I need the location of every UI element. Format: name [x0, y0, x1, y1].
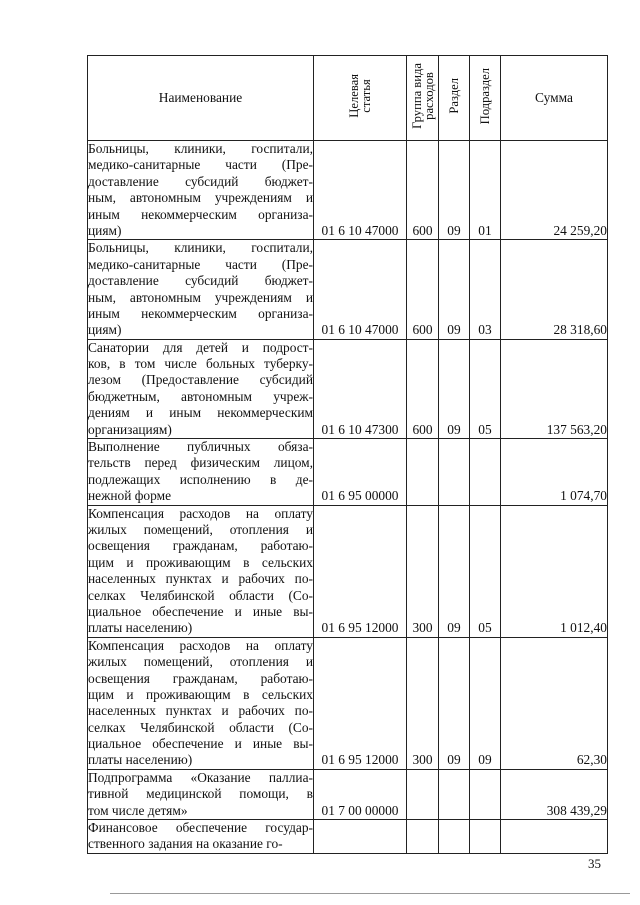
- row-group: [407, 820, 439, 854]
- table-row: [88, 820, 608, 854]
- row-section: 09: [439, 141, 470, 240]
- row-sum: 28 318,60: [501, 240, 608, 339]
- row-name: [88, 339, 314, 438]
- row-sum: [501, 820, 608, 854]
- row-group: [407, 439, 439, 506]
- header-section: Раздел: [439, 56, 470, 141]
- row-name-line: населенных пунктах и рабочих по-: [88, 703, 313, 719]
- row-name-line: медико-санитарные части (Пре-: [88, 157, 313, 173]
- row-section: 09: [439, 339, 470, 438]
- row-name-line: щим и проживающим в сельских: [88, 686, 313, 702]
- row-name-line: доставление субсидий бюджет-: [88, 273, 313, 289]
- row-target: 01 6 95 12000: [314, 637, 407, 769]
- table-row: [88, 637, 608, 769]
- row-section: 09: [439, 637, 470, 769]
- row-target: 01 6 95 12000: [314, 505, 407, 637]
- row-name-line: лезом (Предоставление субсидий: [88, 372, 313, 388]
- budget-table: [87, 55, 608, 854]
- row-name-line: Санатории для детей и подрост-: [88, 339, 313, 355]
- row-name-line: Финансовое обеспечение государ-: [88, 820, 313, 836]
- row-sum: 137 563,20: [501, 339, 608, 438]
- row-sum: 1 012,40: [501, 505, 608, 637]
- row-name-line: циям): [88, 222, 122, 238]
- row-section: 09: [439, 240, 470, 339]
- row-name: [88, 820, 314, 854]
- row-name-line: селках Челябинской области (Со-: [88, 719, 313, 735]
- row-section: 09: [439, 505, 470, 637]
- row-subsection: 05: [470, 339, 501, 438]
- row-name-line: Выполнение публичных обяза-: [88, 439, 313, 455]
- row-name-line: медико-санитарные части (Пре-: [88, 256, 313, 272]
- table-row: [88, 240, 608, 339]
- row-subsection: 05: [470, 505, 501, 637]
- row-name-line: платы населению): [88, 752, 193, 768]
- row-subsection: [470, 820, 501, 854]
- row-group: 300: [407, 505, 439, 637]
- header-target: Целевая статья: [314, 56, 407, 141]
- row-section: [439, 769, 470, 819]
- row-name-line: циальное обеспечение и иные вы-: [88, 603, 313, 619]
- row-group: [407, 769, 439, 819]
- row-subsection: 09: [470, 637, 501, 769]
- table-row: [88, 439, 608, 506]
- row-name-line: жилых помещений, отопления и: [88, 654, 313, 670]
- row-name-line: Компенсация расходов на оплату: [88, 505, 313, 521]
- row-section: [439, 820, 470, 854]
- row-subsection: 01: [470, 141, 501, 240]
- header-name: Наименование: [88, 56, 314, 141]
- row-subsection: [470, 439, 501, 506]
- row-name-line: Компенсация расходов на оплату: [88, 637, 313, 653]
- row-target: 01 6 10 47000: [314, 240, 407, 339]
- row-name: [88, 240, 314, 339]
- row-name-line: Подпрограмма «Оказание паллиа-: [88, 769, 313, 785]
- row-name-line: освещения гражданам, работаю-: [88, 670, 313, 686]
- row-sum: 62,30: [501, 637, 608, 769]
- row-sum: 24 259,20: [501, 141, 608, 240]
- row-name-line: подлежащих исполнению в де-: [88, 471, 313, 487]
- row-name-line: освещения гражданам, работаю-: [88, 538, 313, 554]
- row-target: 01 7 00 00000: [314, 769, 407, 819]
- row-sum: 308 439,29: [501, 769, 608, 819]
- row-name: [88, 141, 314, 240]
- table-header-row: [88, 56, 608, 141]
- row-name-line: доставление субсидий бюджет-: [88, 173, 313, 189]
- row-name-line: населенных пунктах и рабочих по-: [88, 571, 313, 587]
- row-name-line: жилых помещений, отопления и: [88, 521, 313, 537]
- table-row: [88, 141, 608, 240]
- row-name-line: иным некоммерческим организа-: [88, 206, 313, 222]
- row-name-line: организациям): [88, 421, 172, 437]
- row-group: 600: [407, 141, 439, 240]
- row-name-line: тельств перед физическим лицом,: [88, 455, 313, 471]
- row-name: [88, 439, 314, 506]
- row-group: 600: [407, 339, 439, 438]
- row-name-line: Больницы, клиники, госпитали,: [88, 141, 313, 156]
- row-name-line: селках Челябинской области (Со-: [88, 587, 313, 603]
- row-name-line: тивной медицинской помощи, в: [88, 786, 313, 802]
- row-name-line: Больницы, клиники, госпитали,: [88, 240, 313, 256]
- row-subsection: 03: [470, 240, 501, 339]
- header-group: Группа вида расходов: [407, 56, 439, 141]
- table-row: [88, 339, 608, 438]
- row-name-line: щим и проживающим в сельских: [88, 554, 313, 570]
- row-target: 01 6 10 47300: [314, 339, 407, 438]
- row-name-line: платы населению): [88, 620, 193, 636]
- row-name-line: том числе детям»: [88, 802, 188, 818]
- row-target: [314, 820, 407, 854]
- row-target: 01 6 95 00000: [314, 439, 407, 506]
- row-name-line: ным, автономным учреждениям и: [88, 289, 313, 305]
- row-name-line: ным, автономным учреждениям и: [88, 190, 313, 206]
- row-name-line: циям): [88, 322, 122, 338]
- header-subsection: Подраздел: [470, 56, 501, 141]
- row-name-line: циальное обеспечение и иные вы-: [88, 736, 313, 752]
- row-group: 300: [407, 637, 439, 769]
- row-sum: 1 074,70: [501, 439, 608, 506]
- header-sum: Сумма: [501, 56, 608, 141]
- row-name: [88, 769, 314, 819]
- table-row: [88, 769, 608, 819]
- row-name-line: иным некоммерческим организа-: [88, 305, 313, 321]
- row-group: 600: [407, 240, 439, 339]
- row-name-line: ственного задания на оказание го-: [88, 836, 283, 852]
- page-number: 35: [588, 856, 601, 871]
- row-name-line: ков, в том числе больных туберку-: [88, 356, 313, 372]
- row-target: 01 6 10 47000: [314, 141, 407, 240]
- row-subsection: [470, 769, 501, 819]
- table-row: [88, 505, 608, 637]
- bottom-divider: [110, 893, 630, 894]
- row-section: [439, 439, 470, 506]
- table-body: [88, 141, 608, 854]
- row-name: [88, 637, 314, 769]
- row-name-line: дениям и иным некоммерческим: [88, 405, 313, 421]
- row-name-line: бюджетным, автономным учреж-: [88, 388, 313, 404]
- row-name: [88, 505, 314, 637]
- row-name-line: нежной форме: [88, 488, 172, 504]
